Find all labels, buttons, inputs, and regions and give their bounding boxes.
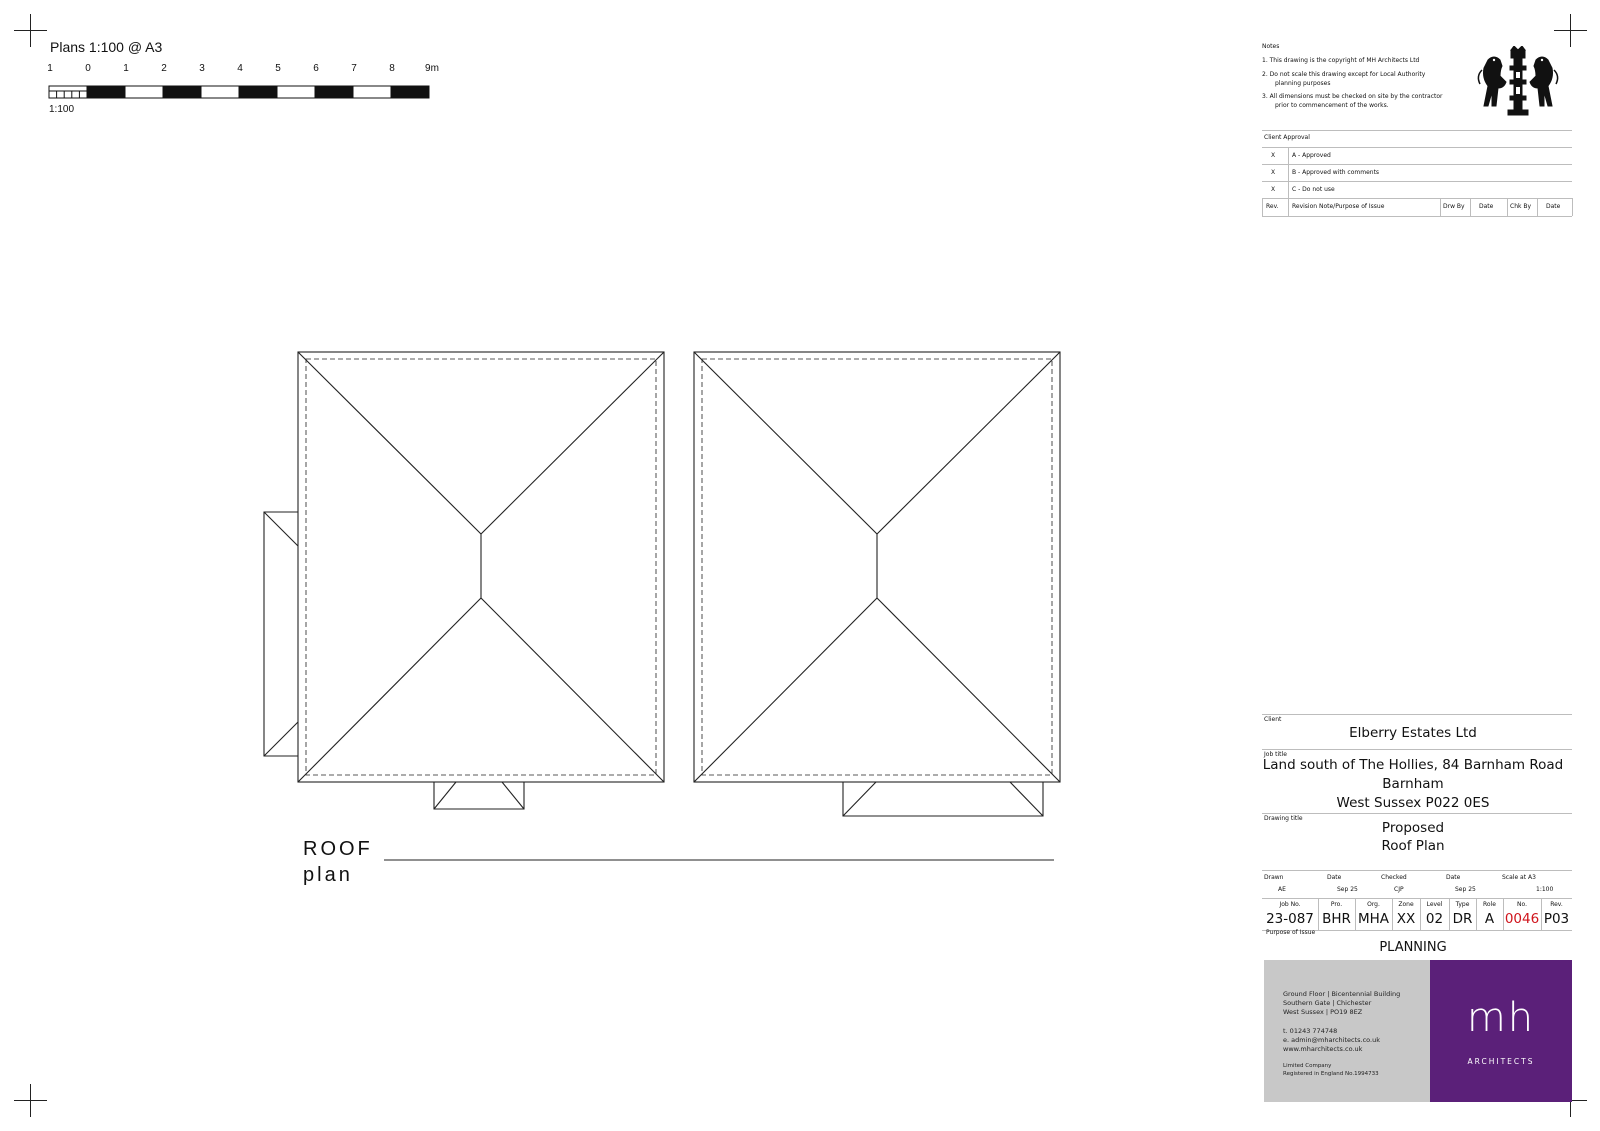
drawing-title-label: Drawing title	[1264, 815, 1303, 822]
scale-label: 8	[389, 63, 395, 74]
code-revision: P03	[1543, 911, 1570, 927]
code-header: Job No.	[1279, 901, 1301, 908]
scale-label: 3	[199, 63, 205, 74]
company-email: e. admin@mharchitects.co.uk	[1283, 1036, 1380, 1044]
company-address-line: West Sussex | PO19 8EZ	[1283, 1008, 1363, 1016]
meta-value: AE	[1278, 886, 1286, 893]
code-header: Pro.	[1330, 901, 1343, 908]
revision-header: Drw By	[1443, 203, 1465, 210]
revision-header: Chk By	[1510, 203, 1532, 210]
divider	[1262, 898, 1572, 899]
divider	[1262, 164, 1572, 165]
divider	[1262, 870, 1572, 871]
divider	[1262, 181, 1572, 182]
scale-label: 9m	[425, 63, 439, 74]
divider	[1262, 216, 1572, 217]
divider	[1288, 147, 1289, 216]
scale-label: 1	[123, 63, 129, 74]
company-registration: Registered in England No.1994733	[1283, 1071, 1379, 1077]
meta-header: Checked	[1381, 874, 1407, 881]
code-header: Org.	[1367, 901, 1380, 908]
purpose-of-issue: PLANNING	[1379, 940, 1447, 955]
revision-header: Rev.	[1266, 203, 1279, 210]
revision-header: Revision Note/Purpose of Issue	[1292, 203, 1385, 210]
approval-mark: X	[1271, 169, 1276, 176]
meta-header: Scale at A3	[1502, 874, 1536, 881]
note-item: 3. All dimensions must be checked on site by the contractor	[1262, 93, 1443, 100]
code-number: 0046	[1504, 911, 1540, 927]
drawing-label-plan: plan	[303, 864, 353, 886]
approval-option: B - Approved with comments	[1292, 169, 1380, 176]
company-legal: Limited Company	[1283, 1063, 1332, 1069]
code-level: 02	[1425, 911, 1444, 927]
company-phone: t. 01243 774748	[1283, 1027, 1338, 1035]
scale-label: 6	[313, 63, 319, 74]
code-job-no: 23-087	[1266, 911, 1314, 927]
drawing-title-line: Proposed	[1381, 820, 1445, 836]
brand-logo-mark: mh	[1466, 995, 1536, 1041]
code-header: Level	[1426, 901, 1443, 908]
code-header: No.	[1517, 901, 1527, 908]
approval-heading: Client Approval	[1264, 134, 1310, 141]
divider	[1262, 714, 1572, 715]
divider	[1262, 749, 1572, 750]
scale-label: 1	[47, 63, 53, 74]
meta-value: 1:100	[1536, 886, 1554, 893]
company-website: www.mharchitects.co.uk	[1283, 1045, 1363, 1053]
code-type: DR	[1452, 911, 1473, 927]
job-title-line: West Sussex P022 0ES	[1336, 795, 1490, 811]
approval-option: C - Do not use	[1292, 186, 1335, 193]
heraldic-crest-logo	[1474, 46, 1562, 118]
scale-label: 0	[85, 63, 91, 74]
approval-option: A - Approved	[1292, 152, 1331, 159]
divider	[1470, 198, 1471, 216]
client-label: Client	[1264, 716, 1282, 723]
scale-label: 2	[161, 63, 167, 74]
notes-heading: Notes	[1262, 43, 1280, 50]
company-address-line: Ground Floor | Bicentennial Building	[1283, 990, 1401, 998]
meta-header: Date	[1446, 874, 1461, 881]
code-zone: XX	[1396, 911, 1416, 927]
divider	[1262, 813, 1572, 814]
approval-mark: X	[1271, 186, 1276, 193]
divider	[1262, 198, 1263, 216]
scale-bar-ratio: 1:100	[49, 104, 75, 115]
code-header: Zone	[1398, 901, 1414, 908]
job-title-line: Land south of The Hollies, 84 Barnham Road	[1262, 757, 1564, 773]
scale-label: 4	[237, 63, 243, 74]
note-item: planning purposes	[1275, 80, 1331, 87]
drawing-title-line: Roof Plan	[1381, 838, 1445, 854]
meta-value: Sep 25	[1337, 886, 1358, 893]
job-title-label: Job title	[1264, 751, 1287, 758]
drawing-label-roof: ROOF	[303, 838, 373, 860]
code-org: MHA	[1357, 911, 1390, 927]
meta-value: Sep 25	[1455, 886, 1476, 893]
meta-header: Drawn	[1264, 874, 1284, 881]
client-name: Elberry Estates Ltd	[1349, 725, 1477, 741]
scale-bar-title: Plans 1:100 @ A3	[50, 39, 163, 55]
revision-header: Date	[1479, 203, 1494, 210]
divider	[1537, 198, 1538, 216]
code-role: A	[1484, 911, 1495, 927]
scale-label: 5	[275, 63, 281, 74]
job-title-line: Barnham	[1382, 776, 1444, 792]
approval-mark: X	[1271, 152, 1276, 159]
purpose-label: Purpose of Issue	[1266, 929, 1316, 936]
note-item: prior to commencement of the works.	[1275, 102, 1389, 109]
code-header: Type	[1455, 901, 1470, 908]
meta-header: Date	[1327, 874, 1342, 881]
revision-header: Date	[1546, 203, 1561, 210]
divider	[1262, 147, 1572, 148]
code-header: Role	[1483, 901, 1496, 908]
code-header: Rev.	[1550, 901, 1563, 908]
brand-logo-text: ARCHITECTS	[1467, 1057, 1535, 1066]
note-item: 2. Do not scale this drawing except for Local Authority	[1262, 71, 1426, 78]
divider	[1507, 198, 1508, 216]
divider	[1262, 130, 1572, 131]
divider	[1572, 198, 1573, 216]
scale-label: 7	[351, 63, 357, 74]
divider	[1262, 198, 1572, 199]
meta-value: CJP	[1394, 886, 1404, 893]
company-address-line: Southern Gate | Chichester	[1283, 999, 1372, 1007]
note-item: 1. This drawing is the copyright of MH Architects Ltd	[1262, 57, 1420, 64]
code-project: BHR	[1322, 911, 1351, 927]
divider	[1440, 198, 1441, 216]
